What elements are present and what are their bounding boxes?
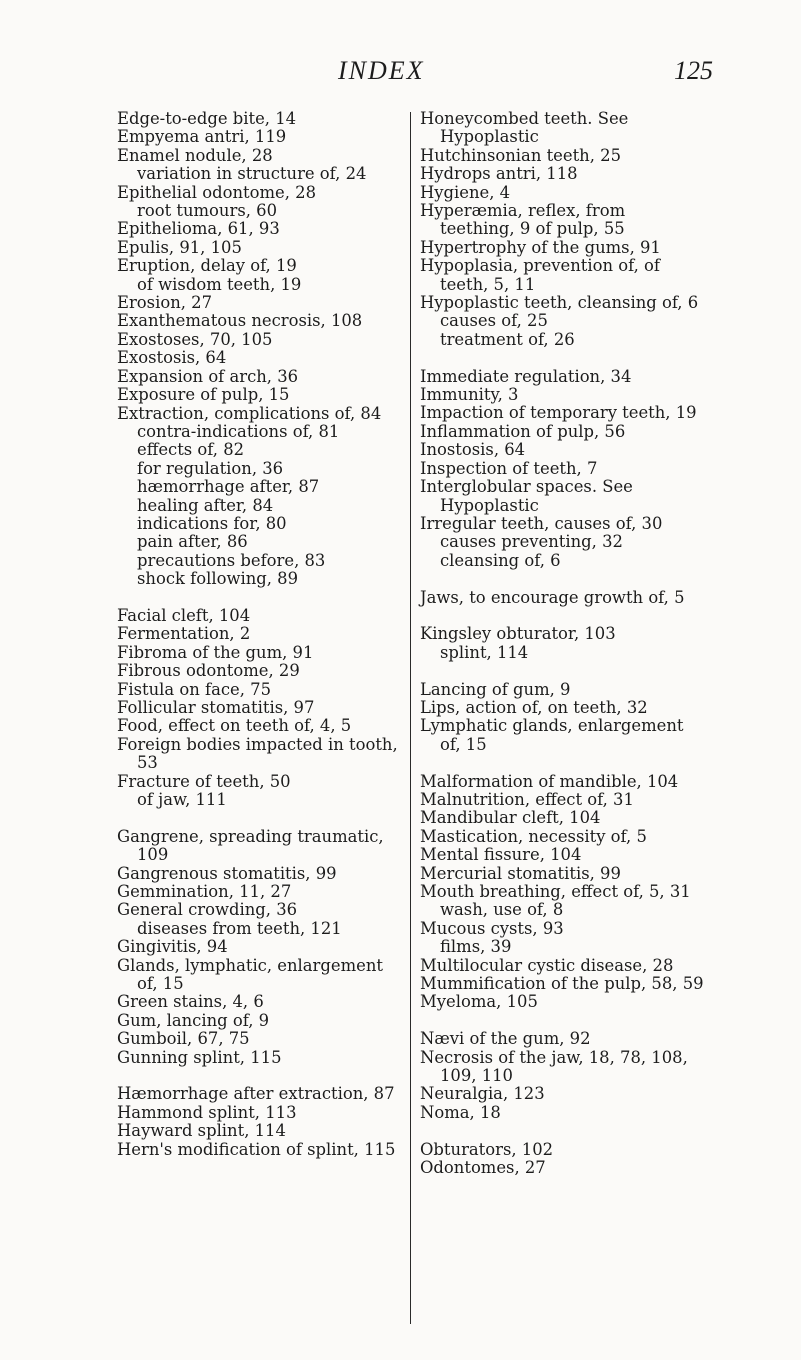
index-entry: Hayward splint, 114	[117, 1121, 286, 1141]
index-entry: Odontomes, 27	[420, 1158, 546, 1178]
index-subentry: root tumours, 60	[137, 201, 278, 221]
index-entry: Enamel nodule, 28	[117, 145, 273, 165]
index-entry: Necrosis of the jaw, 18, 78, 108, 109, 110	[420, 1047, 688, 1086]
index-entry: Noma, 18	[420, 1102, 501, 1122]
page-number: 125	[674, 56, 713, 85]
index-entry: Follicular stomatitis, 97	[117, 697, 315, 717]
index-letter-group	[420, 110, 703, 349]
index-entry: Hydrops antri, 118	[420, 164, 578, 184]
index-subentry: causes of, 25	[440, 311, 548, 331]
index-subentry: hæmorrhage after, 87	[137, 477, 320, 497]
index-entry: Exostosis, 64	[117, 348, 227, 368]
index-entry: Hypertrophy of the gums, 91	[420, 237, 661, 257]
index-entry: Gunning splint, 115	[117, 1047, 282, 1067]
index-subentry: indications for, 80	[137, 513, 287, 533]
index-entry: Inspection of teeth, 7	[420, 458, 598, 478]
index-entry: Food, effect on teeth of, 4, 5	[117, 716, 352, 736]
index-entry: Epithelial odontome, 28	[117, 182, 317, 202]
index-entry: Fermentation, 2	[117, 624, 251, 644]
index-letter-group	[117, 110, 407, 589]
index-subentry: variation in structure of, 24	[137, 164, 367, 184]
index-entry: General crowding, 36	[117, 900, 298, 920]
index-letter-group	[117, 607, 407, 809]
index-entry: Myeloma, 105	[420, 992, 538, 1012]
index-letter-group	[420, 589, 703, 607]
index-entry: Gum, lancing of, 9	[117, 1010, 270, 1030]
index-entry: Facial cleft, 104	[117, 605, 251, 625]
index-entry: Mucous cysts, 93	[420, 918, 564, 938]
index-entry: Hæmorrhage after extraction, 87	[117, 1084, 395, 1104]
index-column-left	[117, 110, 407, 1178]
index-entry: Multilocular cystic disease, 28	[420, 955, 674, 975]
index-letter-group	[420, 625, 703, 662]
index-entry: Malnutrition, effect of, 31	[420, 789, 634, 809]
index-subentry: healing after, 84	[137, 495, 274, 515]
index-entry: Malformation of mandible, 104	[420, 771, 679, 791]
index-entry: Lymphatic glands, enlargement of, 15	[420, 716, 684, 754]
index-subentry: diseases from teeth, 121	[137, 918, 342, 938]
index-subentry: precautions before, 83	[137, 550, 326, 570]
index-entry: Eruption, delay of, 19	[117, 256, 297, 276]
index-entry: Gangrenous stomatitis, 99	[117, 863, 337, 883]
index-letter-group	[420, 1141, 703, 1178]
index-subentry: pain after, 86	[137, 532, 248, 552]
index-letter-group	[420, 368, 703, 570]
index-entry: Impaction of temporary teeth, 19	[420, 403, 697, 423]
index-column-right	[420, 110, 703, 1196]
index-entry: Immunity, 3	[420, 385, 519, 405]
index-entry: Gangrene, spreading traumatic, 109	[117, 826, 384, 865]
index-entry: Empyema antri, 119	[117, 127, 287, 147]
index-subentry: of jaw, 111	[137, 790, 227, 810]
index-letter-group	[117, 1085, 407, 1159]
index-entry: Lancing of gum, 9	[420, 679, 571, 699]
index-subentry: effects of, 82	[137, 440, 245, 460]
index-entry: Lips, action of, on teeth, 32	[420, 697, 648, 717]
index-letter-group	[117, 828, 407, 1067]
index-entry: Nævi of the gum, 92	[420, 1029, 591, 1049]
index-entry: Mummification of the pulp, 58, 59	[420, 974, 704, 994]
index-subentry: contra-indications of, 81	[137, 421, 340, 441]
index-entry: Mental fissure, 104	[420, 845, 582, 865]
index-subentry: of wisdom teeth, 19	[137, 274, 302, 294]
index-entry: Gumboil, 67, 75	[117, 1029, 250, 1049]
index-entry: Green stains, 4, 6	[117, 992, 264, 1012]
index-entry: Mercurial stomatitis, 99	[420, 863, 621, 883]
index-entry: Jaws, to encourage growth of, 5	[420, 587, 685, 607]
index-entry: Obturators, 102	[420, 1139, 554, 1159]
index-entry: Gemmination, 11, 27	[117, 882, 292, 902]
index-entry: Neuralgia, 123	[420, 1084, 545, 1104]
index-entry: Exostoses, 70, 105	[117, 329, 273, 349]
index-entry: Fibroma of the gum, 91	[117, 642, 314, 662]
page-title: INDEX	[338, 56, 425, 85]
index-entry: Honeycombed teeth. See Hypoplastic	[420, 109, 629, 147]
index-entry: Fistula on face, 75	[117, 679, 272, 699]
index-letter-group	[420, 1030, 703, 1122]
index-entry: Hammond splint, 113	[117, 1102, 297, 1122]
index-subentry: splint, 114	[440, 642, 529, 662]
index-subentry: films, 39	[440, 937, 512, 957]
index-entry: Irregular teeth, causes of, 30	[420, 513, 663, 533]
index-entry: Mouth breathing, effect of, 5, 31	[420, 881, 691, 901]
index-subentry: treatment of, 26	[440, 329, 575, 349]
index-entry: Hutchinsonian teeth, 25	[420, 145, 621, 165]
index-subentry: for regulation, 36	[137, 458, 284, 478]
index-entry: Hypoplastic teeth, cleansing of, 6	[420, 293, 699, 313]
index-letter-group	[420, 681, 703, 755]
index-entry: Exanthematous necrosis, 108	[117, 311, 363, 331]
index-letter-group	[420, 773, 703, 1012]
index-entry: Fibrous odontome, 29	[117, 661, 300, 681]
index-entry: Inostosis, 64	[420, 440, 526, 460]
index-entry: Epulis, 91, 105	[117, 237, 242, 257]
index-entry: Expansion of arch, 36	[117, 366, 299, 386]
index-entry: Glands, lymphatic, enlargement of, 15	[117, 955, 383, 994]
index-entry: Exposure of pulp, 15	[117, 385, 290, 405]
column-divider	[410, 112, 411, 1324]
index-entry: Edge-to-edge bite, 14	[117, 109, 297, 128]
index-entry: Hypoplasia, prevention of, of teeth, 5, 11	[420, 256, 660, 294]
index-entry: Hern's modification of splint, 115	[117, 1139, 396, 1159]
index-entry: Gingivitis, 94	[117, 937, 228, 957]
index-subentry: wash, use of, 8	[440, 900, 564, 920]
index-entry: Mandibular cleft, 104	[420, 808, 601, 828]
index-entry: Kingsley obturator, 103	[420, 624, 616, 644]
index-subentry: causes preventing, 32	[440, 532, 623, 552]
index-entry: Inflammation of pulp, 56	[420, 421, 626, 441]
index-subentry: cleansing of, 6	[440, 550, 561, 570]
index-entry: Erosion, 27	[117, 293, 213, 313]
index-entry: Hyperæmia, reflex, from teething, 9 of pulp, 55	[420, 201, 626, 239]
index-subentry: shock following, 89	[137, 569, 299, 589]
index-entry: Hygiene, 4	[420, 182, 511, 202]
index-entry: Epithelioma, 61, 93	[117, 219, 280, 239]
index-entry: Fracture of teeth, 50	[117, 771, 291, 791]
index-entry: Extraction, complications of, 84	[117, 403, 382, 423]
index-entry: Mastication, necessity of, 5	[420, 826, 647, 846]
index-entry: Interglobular spaces. See Hypoplastic	[420, 477, 633, 515]
index-entry: Foreign bodies impacted in tooth, 53	[117, 734, 398, 773]
index-entry: Immediate regulation, 34	[420, 366, 632, 386]
page-header	[0, 56, 801, 96]
